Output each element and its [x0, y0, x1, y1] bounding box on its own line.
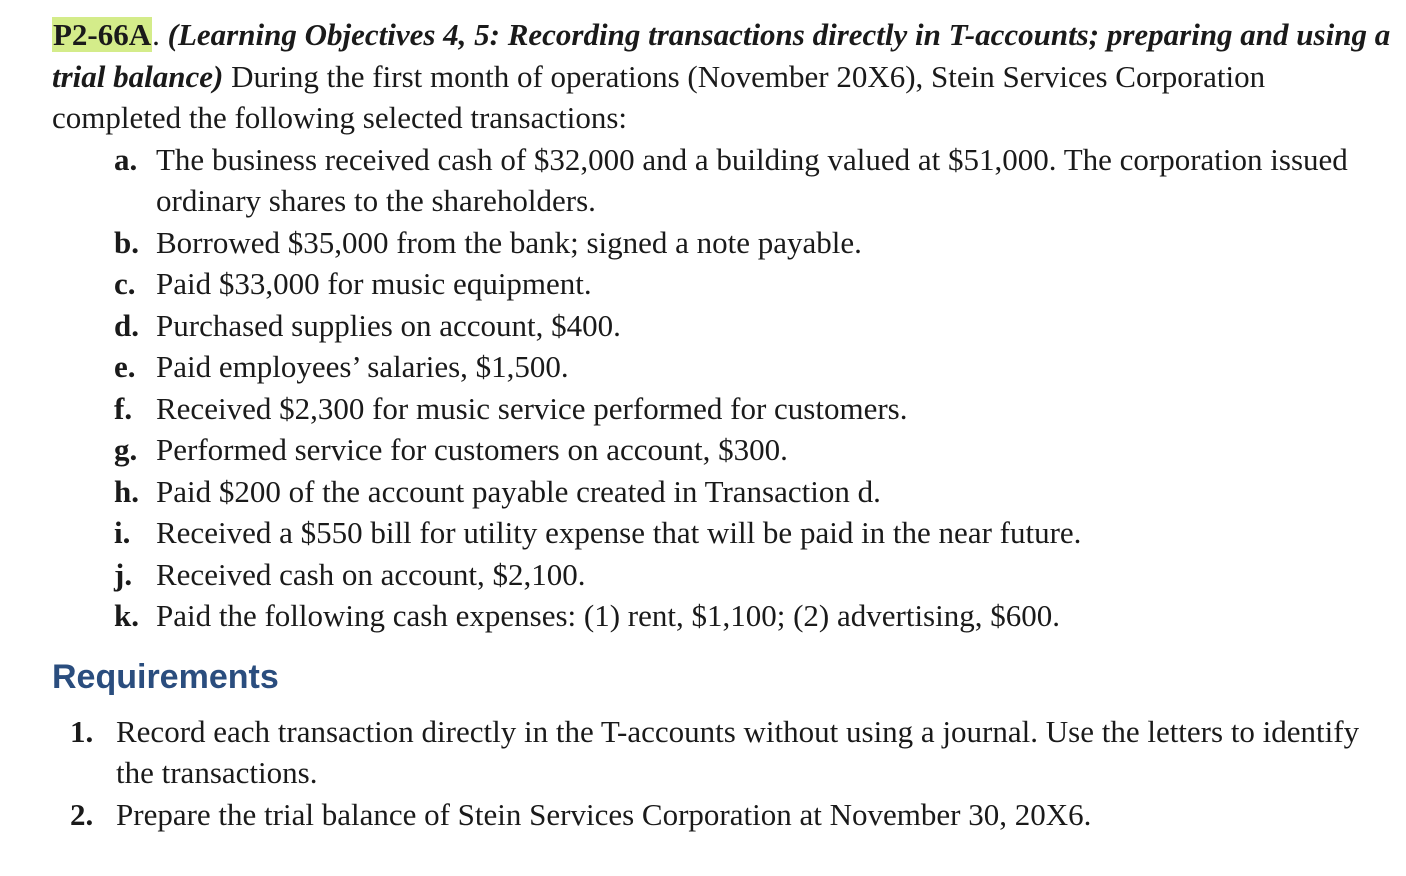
transaction-item-c: [114, 263, 1392, 305]
transaction-item-h: [114, 471, 1392, 513]
problem-id: P2-66A: [53, 17, 152, 52]
transaction-text: Paid $200 of the account payable created in Transaction d.: [156, 473, 881, 509]
transaction-item-a: [114, 139, 1392, 222]
transaction-item-i: [114, 512, 1392, 554]
requirement-text: Record each transaction directly in the T-accounts without using a journal. Use the letters to identify the transactions.: [116, 713, 1360, 790]
transaction-letter: i.: [114, 515, 131, 550]
transaction-text: Performed service for customers on account, $300.: [156, 432, 788, 467]
requirement-text: Prepare the trial balance of Stein Services Corporation at November 30, 20X6.: [116, 796, 1092, 832]
transaction-letter: c.: [114, 266, 136, 301]
requirement-item-1: [70, 711, 1392, 794]
problem-id-suffix: .: [152, 17, 168, 52]
transaction-item-d: [114, 305, 1392, 347]
requirement-item-2: [70, 794, 1392, 836]
transaction-text: Purchased supplies on account, $400.: [156, 307, 621, 343]
transaction-item-b: [114, 222, 1392, 264]
transaction-text: Paid employees’ salaries, $1,500.: [156, 349, 569, 384]
problem-intro: [52, 14, 1392, 139]
transaction-letter: f.: [114, 390, 133, 426]
transaction-item-f: [114, 388, 1392, 430]
transaction-letter: g.: [114, 432, 138, 467]
transaction-text: Borrowed $35,000 from the bank; signed a note payable.: [156, 224, 862, 260]
transaction-text: Paid $33,000 for music equipment.: [156, 266, 592, 301]
transaction-letter: a.: [114, 141, 138, 177]
transaction-letter: b.: [114, 224, 139, 260]
requirements-heading: Requirements: [52, 657, 279, 696]
transaction-text: Received $2,300 for music service performed for customers.: [156, 390, 908, 426]
problem-page: [52, 14, 1392, 835]
transaction-list: [52, 139, 1392, 637]
requirement-number: 2.: [70, 796, 94, 832]
transaction-letter: e.: [114, 349, 136, 384]
transaction-item-g: [114, 429, 1392, 471]
transaction-letter: k.: [114, 598, 139, 633]
transaction-text: The business received cash of $32,000 and a building valued at $51,000. The corporation issued ordinary shares to the shareholders.: [156, 141, 1348, 218]
transaction-letter: h.: [114, 473, 139, 509]
transaction-text: Received a $550 bill for utility expense that will be paid in the near future.: [156, 515, 1082, 550]
requirement-number: 1.: [70, 713, 94, 749]
problem-intro-text: During the first month of operations (November 20X6), Stein Services Corporation completed the following selected transactions:: [52, 58, 1266, 135]
transaction-item-e: [114, 346, 1392, 388]
requirements-list: [52, 711, 1392, 836]
transaction-text: Received cash on account, $2,100.: [156, 556, 586, 592]
transaction-item-k: [114, 595, 1392, 637]
transaction-letter: d.: [114, 307, 139, 343]
learning-objectives: (Learning Objectives 4, 5: Recording transactions directly in T-accounts; preparing and using a trial balance): [52, 17, 1391, 94]
transaction-text: Paid the following cash expenses: (1) rent, $1,100; (2) advertising, $600.: [156, 598, 1060, 633]
transaction-item-j: [114, 554, 1392, 596]
transaction-letter: j.: [114, 556, 133, 592]
